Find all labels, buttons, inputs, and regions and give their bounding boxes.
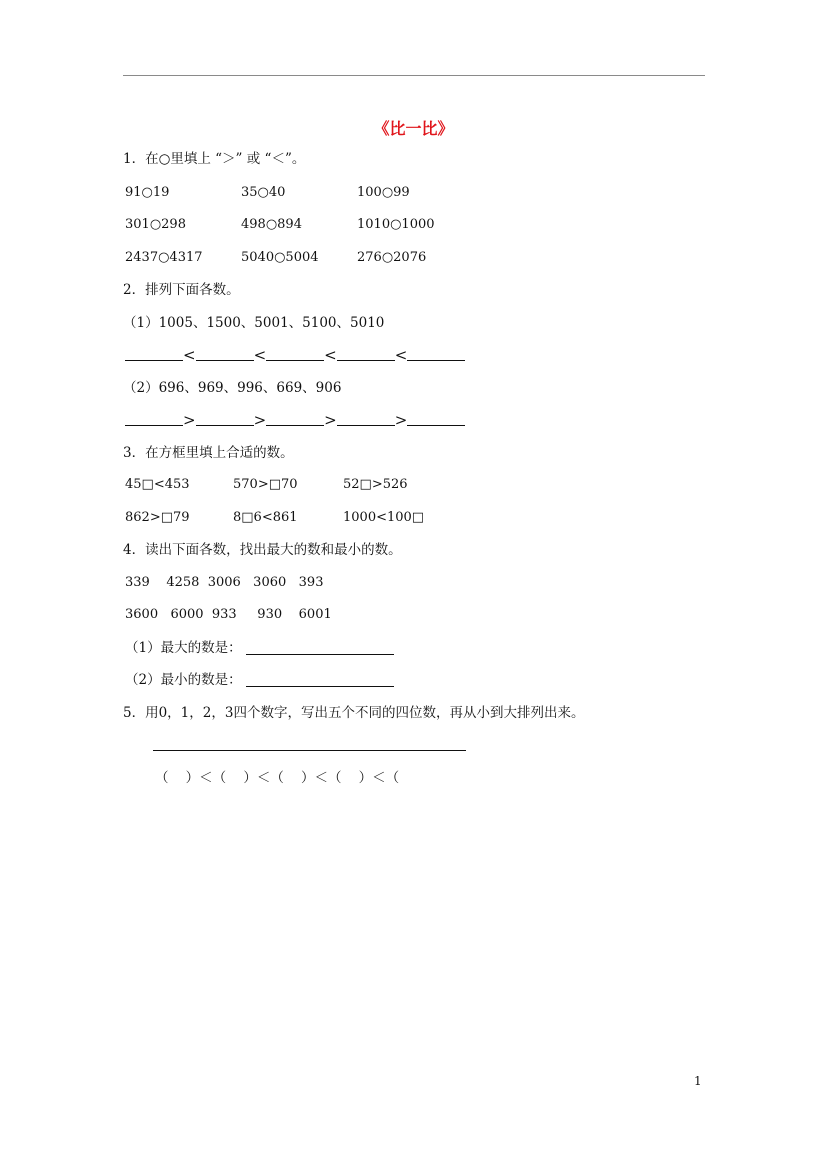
q3-item: 8□6<861 (233, 510, 298, 525)
greater-than-symbol: > (253, 411, 267, 429)
q2-part2: （2）696、969、996、669、906 (123, 380, 342, 396)
q4-numbers-row: 3600 6000 933 930 6001 (125, 607, 332, 622)
page-title: 《比一比》 (373, 119, 454, 138)
q5-answer-blank[interactable] (153, 750, 466, 751)
answer-blank[interactable] (125, 411, 183, 426)
answer-blank[interactable] (196, 411, 254, 426)
header-rule (123, 75, 705, 76)
q1-item: 1010○1000 (357, 217, 435, 232)
greater-than-symbol: > (394, 411, 408, 429)
greater-than-symbol: > (324, 411, 337, 429)
q3-item: 52□>526 (343, 477, 408, 492)
less-than-symbol: < (324, 346, 337, 364)
less-than-symbol: < (183, 346, 196, 364)
q1-item: 100○99 (357, 185, 410, 200)
answer-blank[interactable] (266, 411, 324, 426)
q4-numbers-row: 339 4258 3006 3060 393 (125, 575, 324, 590)
q1-item: 2437○4317 (125, 250, 203, 265)
answer-blank[interactable] (337, 411, 395, 426)
q1-item: 498○894 (241, 217, 302, 232)
q1-item: 91○19 (125, 185, 170, 200)
q2-prompt: 2．排列下面各数。 (123, 282, 240, 298)
q1-item: 5040○5004 (241, 250, 319, 265)
answer-blank[interactable] (266, 346, 324, 361)
answer-blank[interactable] (337, 346, 395, 361)
q4-prompt: 4．读出下面各数，找出最大的数和最小的数。 (123, 542, 402, 558)
answer-blank[interactable] (196, 346, 254, 361)
q1-item: 301○298 (125, 217, 186, 232)
answer-blank[interactable] (407, 346, 465, 361)
page-number: 1 (694, 1074, 702, 1088)
q4-min-label: （2）最小的数是： (125, 672, 242, 688)
q3-item: 45□<453 (125, 477, 190, 492)
q1-prompt: 1．在○里填上 “＞” 或 “＜”。 (123, 151, 306, 167)
q3-item: 1000<100□ (343, 510, 425, 525)
answer-blank[interactable] (125, 346, 183, 361)
q2-part1-chain (125, 346, 465, 365)
answer-blank[interactable] (407, 411, 465, 426)
q1-item: 276○2076 (357, 250, 427, 265)
less-than-symbol: < (253, 346, 267, 364)
q5-prompt: 5．用0，1，2，3四个数字，写出五个不同的四位数，再从小到大排列出来。 (123, 705, 585, 721)
q4-max-answer-blank[interactable] (246, 654, 394, 655)
q3-item: 570>□70 (233, 477, 298, 492)
q1-item: 35○40 (241, 185, 286, 200)
q3-prompt: 3．在方框里填上合适的数。 (123, 445, 294, 461)
greater-than-symbol: > (183, 411, 196, 429)
q2-part2-chain (125, 411, 465, 430)
q4-max-label: （1）最大的数是： (125, 640, 242, 656)
q4-min-answer-blank[interactable] (246, 686, 394, 687)
q3-item: 862>□79 (125, 510, 190, 525)
q2-part1: （1）1005、1500、5001、5100、5010 (123, 315, 385, 331)
q5-order-chain: （ ）＜（ ）＜（ ）＜（ ）＜（ (155, 770, 400, 786)
less-than-symbol: < (394, 346, 408, 364)
